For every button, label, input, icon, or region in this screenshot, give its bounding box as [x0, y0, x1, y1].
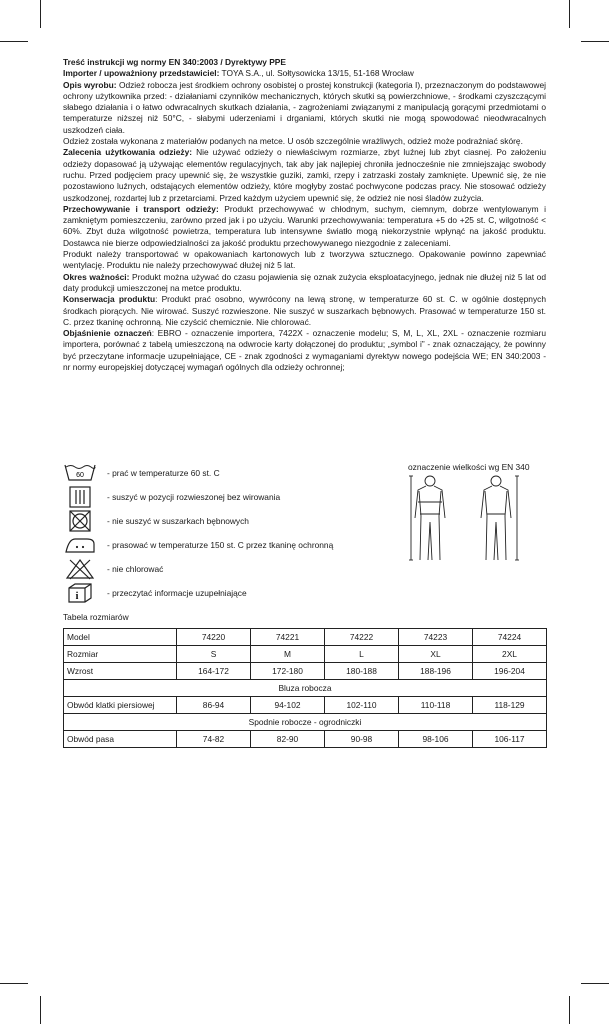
table-cell: 74224	[473, 629, 547, 646]
symbol-row	[63, 534, 393, 556]
validity-label: Okres ważności:	[63, 271, 130, 282]
table-cell: 74223	[399, 629, 473, 646]
info-book-icon	[63, 582, 97, 604]
section-header: Spodnie robocze - ogrodniczki	[64, 714, 547, 731]
table-cell: 118-129	[473, 697, 547, 714]
size-table-title: Tabela rozmiarów	[63, 612, 129, 622]
row-label: Model	[64, 629, 177, 646]
table-cell: 106-117	[473, 731, 547, 748]
table-cell: 188-196	[399, 663, 473, 680]
table-row	[64, 646, 547, 663]
materials-note: Odzież została wykonana z materiałów podanych na metce. U osób szczególnie wrażliwych, odzież może podrażniać skórę.	[63, 136, 523, 147]
crop-mark	[40, 996, 41, 1024]
storage-label: Przechowywanie i transport odzieży:	[63, 203, 219, 214]
table-cell: 196-204	[473, 663, 547, 680]
transport-text: Produkt należy transportować w opakowaniach kartonowych lub z tworzywa sztucznego. Opakowanie powinno zapewniać wentylację. Produktu nie należy przechowywać dłużej niż 5 lat.	[63, 249, 546, 271]
table-cell: 98-106	[399, 731, 473, 748]
table-cell: XL	[399, 646, 473, 663]
symbol-row	[63, 558, 393, 580]
info-letter: i	[75, 591, 79, 602]
maintenance-label: Konserwacja produktu	[63, 294, 156, 305]
crop-mark	[0, 983, 28, 984]
table-cell: 74220	[177, 629, 251, 646]
symbol-text: - przeczytać informacje uzupełniające	[107, 588, 247, 598]
table-cell: S	[177, 646, 251, 663]
table-cell: 74222	[325, 629, 399, 646]
storage-text: Produkt przechowywać w chłodnym, suchym, ciemnym, dobrze wentylowanym i zamkniętym pomieszczeniu, zarówno przed jak i po użyciu. Warunki przechowywania: temperatura +5 do +25 st. C, wilgotność < 60%. Zbyt duża wilgotność powietrza, temperatura lub intensywne światło mogą niekorzystnie wpłynąć na jakość produktu. Dostawca nie bierze odpowiedzialności za jakość produktu przechowywanego niezgodnie z zaleceniami.	[63, 203, 546, 248]
iron-two-dots-icon	[63, 534, 97, 556]
usage-text: Nie używać odzieży o niewłaściwym rozmiarze, zbyt luźnej lub zbyt ciasnej. Po założeniu odzieży dopasować ją używając elementów regulacyjnych, tak aby jak najlepiej chroniła jednocześnie nie zmniejszając swobody ruchu. Przed podjęciem pracy upewnić się, że wszystkie guziki, zamki, rzepy i zatrzaski zostały zamknięte. Upewnić się, że nie pozostawiono luźnych, odstających elementów odzieży, które mogłyby zostać pochwycone podczas pracy. Nie stosować odzieży uszkodzonej, rozdartej lub z przetarciami. Przed każdym użyciem upewnić się, że odzież nie nosi śladów zużycia.	[63, 147, 546, 203]
description-label: Opis wyrobu:	[63, 79, 117, 90]
no-tumble-dry-icon	[63, 510, 97, 532]
table-row	[64, 714, 547, 731]
document-title: Treść instrukcji wg normy EN 340:2003 / Dyrektywy PPE	[63, 57, 286, 67]
table-cell: 102-110	[325, 697, 399, 714]
table-cell: 86-94	[177, 697, 251, 714]
instruction-text	[63, 57, 546, 373]
symbol-row	[63, 486, 393, 508]
crop-mark	[0, 41, 28, 42]
markings-text: : EBRO - oznaczenie importera, 7422X - oznaczenie modelu; S, M, L, XL, 2XL - oznaczenie rozmiaru importera, porównać z tabelą umieszczoną na odwrocie karty dołączonej do produktu; „symbol i” - znak oznaczający, że powinny być przeczytane informacje uzupełniające, CE - znak zgodności z wymaganiami dyrektyw nowego podejścia WE; EN 340:2003 - nr normy europejskiej dotyczącej wymagań ogólnych dla odzieży ochronnej;	[63, 328, 547, 373]
table-cell: 110-118	[399, 697, 473, 714]
table-cell: 82-90	[251, 731, 325, 748]
symbol-text: - suszyć w pozycji rozwieszonej bez wirowania	[107, 492, 281, 502]
crop-mark	[40, 0, 41, 28]
description-text: Odzież robocza jest środkiem ochrony osobistej o prostej konstrukcji (kategoria I), przeznaczonym do podstawowej ochrony użytkownika przed: - działaniami czynników mechanicznych, których skutki są powierzchniowe, - środkami czyszczącymi słabego działania i o łatwo odwracalnych skutkach działania, - zagrożeniami związanymi z manipulacją gorącymi przedmiotami o temperaturze niższej niż 50°C, - słabymi uderzeniami i drganiami, których skutki nie mogą spowodować nieodwracalnych uszkodzeń ciała.	[63, 79, 546, 135]
symbol-text: - nie suszyć w suszarkach bębnowych	[107, 516, 249, 526]
table-cell: 172-180	[251, 663, 325, 680]
crop-mark	[581, 41, 609, 42]
line-dry-icon	[63, 486, 97, 508]
table-cell: 164-172	[177, 663, 251, 680]
table-row	[64, 731, 547, 748]
symbol-row	[63, 510, 393, 532]
table-cell: 180-188	[325, 663, 399, 680]
section-header: Bluza robocza	[64, 680, 547, 697]
table-cell: L	[325, 646, 399, 663]
row-label: Rozmiar	[64, 646, 177, 663]
table-cell: 94-102	[251, 697, 325, 714]
symbol-text: - nie chlorować	[107, 564, 164, 574]
symbol-text: - prać w temperaturze 60 st. C	[107, 468, 220, 478]
wash-60-icon	[63, 462, 97, 484]
size-marking-label: oznaczenie wielkości wg EN 340	[408, 462, 530, 472]
table-cell: 90-98	[325, 731, 399, 748]
table-row	[64, 680, 547, 697]
table-cell: 74-82	[177, 731, 251, 748]
importer-label: Importer / upoważniony przedstawiciel:	[63, 68, 220, 79]
maintenance-text: : Produkt prać osobno, wywrócony na lewą stronę, w temperaturze 60 st. C. w ogólnie dostępnych środkach piorących. Nie wirować. Suszyć rozwieszone. Nie suszyć w suszarkach bębnowych. Prasować w temperaturze 150 st. C. przez tkaninę ochronną. Nie czyścić chemicznie. Nie chlorować.	[63, 294, 546, 327]
importer-text: TOYA S.A., ul. Sołtysowicka 13/15, 51-168 Wrocław	[219, 68, 414, 79]
crop-mark	[569, 0, 570, 28]
crop-mark	[581, 983, 609, 984]
validity-text: Produkt można używać do czasu pojawienia się oznak zużycia eksploatacyjnego, jednak nie dłużej niż 5 lat od daty produkcji umieszczonej na metce produktu.	[63, 271, 546, 293]
symbol-row	[63, 582, 393, 604]
symbol-text: - prasować w temperaturze 150 st. C przez tkaninę ochronną	[107, 540, 334, 550]
table-cell: M	[251, 646, 325, 663]
table-row	[64, 629, 547, 646]
symbol-row	[63, 462, 393, 484]
body-size-figures-icon	[404, 472, 544, 562]
crop-mark	[569, 996, 570, 1024]
no-bleach-icon	[63, 558, 97, 580]
table-row	[64, 697, 547, 714]
table-row	[64, 663, 547, 680]
row-label: Obwód klatki piersiowej	[64, 697, 177, 714]
row-label: Wzrost	[64, 663, 177, 680]
markings-label: Objaśnienie oznaczeń	[63, 328, 152, 339]
table-cell: 74221	[251, 629, 325, 646]
row-label: Obwód pasa	[64, 731, 177, 748]
size-table	[63, 628, 547, 748]
wash-temp-label: 60	[76, 472, 84, 479]
table-cell: 2XL	[473, 646, 547, 663]
usage-label: Zalecenia użytkowania odzieży:	[63, 147, 193, 158]
